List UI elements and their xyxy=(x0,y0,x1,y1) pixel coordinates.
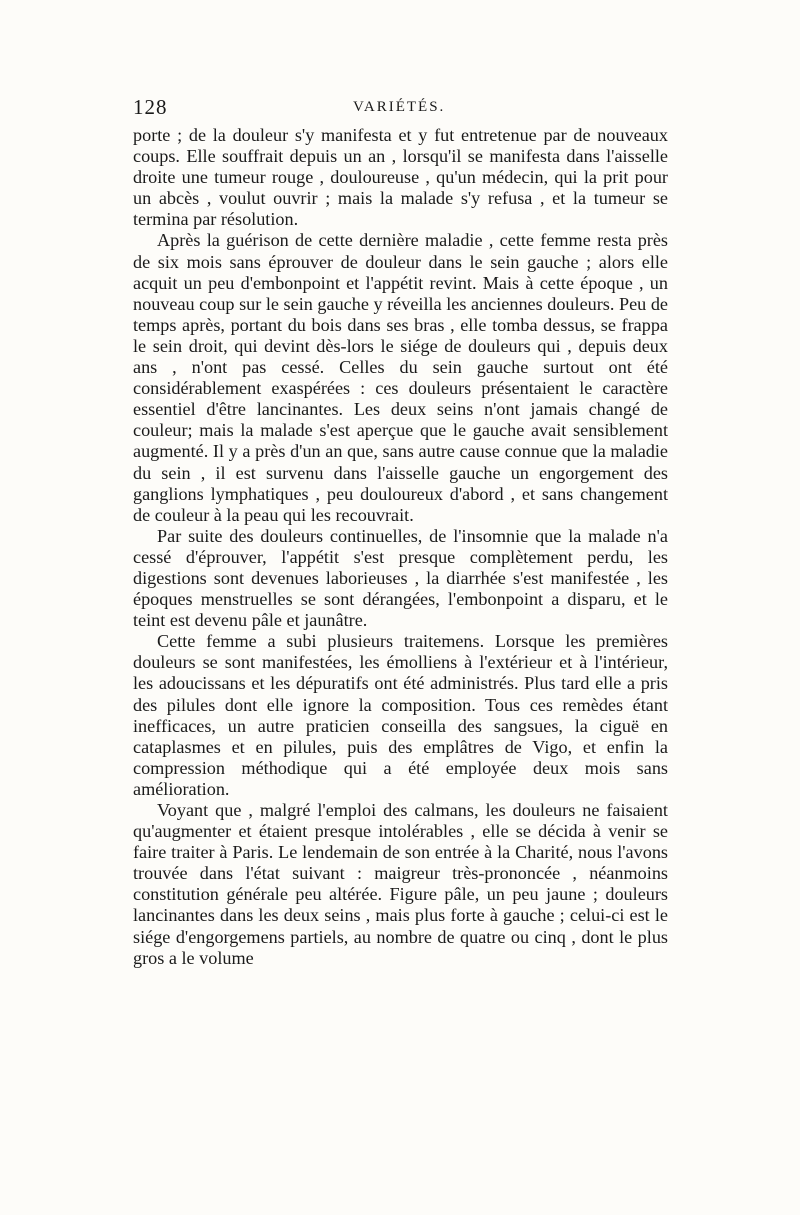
paragraph: Par suite des douleurs continuelles, de l'insomnie que la malade n'a cessé d'éprouver, l'appétit s'est presque complètement perdu, les digestions sont devenues laborieuses , la diarrhée s'est manifestée , les époques menstruelles se sont dérangées, l'embonpoint a disparu, et le teint est devenu pâle et jaunâtre. xyxy=(133,525,668,631)
paragraph: Voyant que , malgré l'emploi des calmans, les douleurs ne faisaient qu'augmenter et étaient presque intolérables , elle se décida à venir se faire traiter à Paris. Le lendemain de son entrée à la Charité, nous l'avons trouvée dans l'état suivant : maigreur très-prononcée , néanmoins constitution générale peu altérée. Figure pâle, un peu jaune ; douleurs lancinantes dans les deux seins , mais plus forte à gauche ; celui-ci est le siége d'engorgemens partiels, au nombre de quatre ou cinq , dont le plus gros a le volume xyxy=(133,800,668,968)
paragraph: Cette femme a subi plusieurs traitemens. Lorsque les premières douleurs se sont manifestées, les émolliens à l'extérieur et à l'intérieur, les adoucissans et les dépuratifs ont été administrés. Plus tard elle a pris des pilules dont elle ignore la composition. Tous ces remèdes étant inefficaces, un autre praticien conseilla des sangsues, la ciguë en cataplasmes et en pilules, puis des emplâtres de Vigo, et enfin la compression méthodique qui a été employée deux mois sans amélioration. xyxy=(133,631,668,799)
paragraph: porte ; de la douleur s'y manifesta et y fut entretenue par de nouveaux coups. Elle souffrait depuis un an , lorsqu'il se manifesta dans l'aisselle droite une tumeur rouge , douloureuse , qu'un médecin, qui la prit pour un abcès , voulut ouvrir ; mais la malade s'y refusa , et la tumeur se termina par résolution. xyxy=(133,125,668,230)
paragraph: Après la guérison de cette dernière maladie , cette femme resta près de six mois sans éprouver de douleur dans le sein gauche ; alors elle acquit un peu d'embonpoint et l'appétit revint. Mais à cette époque , un nouveau coup sur le sein gauche y réveilla les anciennes douleurs. Peu de temps après, portant du bois dans ses bras , elle tomba dessus, se frappa le sein droit, qui devint dès-lors le siége de douleurs qui , depuis deux ans , n'ont pas cessé. Celles du sein gauche surtout ont été considérablement exaspérées : ces douleurs présentaient le caractère essentiel d'être lancinantes. Les deux seins n'ont jamais changé de couleur; mais la malade s'est aperçue que le gauche avait sensiblement augmenté. Il y a près d'un an que, sans autre cause connue que la maladie du sein , il est survenu dans l'aisselle gauche un engorgement des ganglions lymphatiques , peu douloureux d'abord , et sans changement de couleur à la peau qui les recouvrait. xyxy=(133,230,668,525)
page-header xyxy=(133,95,668,125)
page-number: 128 xyxy=(133,95,168,119)
running-head: VARIÉTÉS. xyxy=(353,99,446,115)
body-text xyxy=(133,125,668,969)
